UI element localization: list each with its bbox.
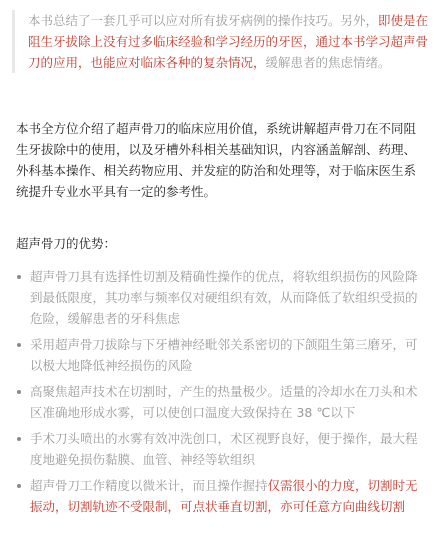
intro-quote (12, 10, 437, 73)
bullet-icon (17, 275, 21, 279)
list-item-text: 超声骨刀工作精度以微米计，而且操作握持 (30, 478, 268, 493)
list-item-text: 高聚焦超声技术在切割时，产生的热量极少。适量的冷却水在刀头和术区准确地形成水雾，可以使创口温度大致保持在 38 ℃以下 (30, 384, 418, 420)
advantages-heading: 超声骨刀的优势： (16, 236, 117, 251)
bullet-icon (17, 390, 21, 394)
bullet-icon (17, 484, 21, 488)
list-item (16, 266, 426, 329)
bullet-icon (17, 343, 21, 347)
intro-lead-text: 本书总结了一套几乎可以应对所有拔牙病例的操作技巧。另外， (28, 13, 379, 28)
book-description: 本书全方位介绍了超声骨刀的临床应用价值，系统讲解超声骨刀在不同阻生牙拔除中的使用，以及牙槽外科相关基础知识，内容涵盖解剖、药理、外科基本操作、相关药物应用、并发症的防治和处理等，对于临床医生系统提升专业水平具有一定的参考性。 (16, 121, 417, 199)
list-item (16, 428, 426, 470)
list-item-text: 超声骨刀具有选择性切割及精确性操作的优点，将软组织损伤的风险降到最低限度，其功率与频率仅对硬组织有效，从而降低了软组织受损的危险，缓解患者的牙科焦虑 (30, 269, 418, 326)
list-item (16, 475, 426, 517)
advantages-list (16, 266, 426, 522)
list-item-text: 采用超声骨刀拔除与下牙槽神经毗邻关系密切的下颌阻生第三磨牙，可以极大地降低神经损伤的风险 (30, 337, 418, 373)
list-item (16, 334, 426, 376)
list-item-highlight: 仅需很小的力度，切割时无振动，切割轨迹不受限制，可点状垂直切割，亦可任意方向曲线切割 (30, 478, 418, 514)
list-item (16, 381, 426, 423)
bullet-icon (17, 437, 21, 441)
list-item-text: 手术刀头喷出的水雾有效冲洗创口，术区视野良好，便于操作，最大程度地避免损伤黏膜、血管、神经等软组织 (30, 431, 418, 467)
intro-highlight-text: 即使是在阻生牙拔除上没有过多临床经验和学习经历的牙医，通过本书学习超声骨刀的应用，也能应对临床各种的复杂情况， (28, 13, 429, 70)
intro-tail-text: 缓解患者的焦虑情绪。 (265, 55, 391, 70)
